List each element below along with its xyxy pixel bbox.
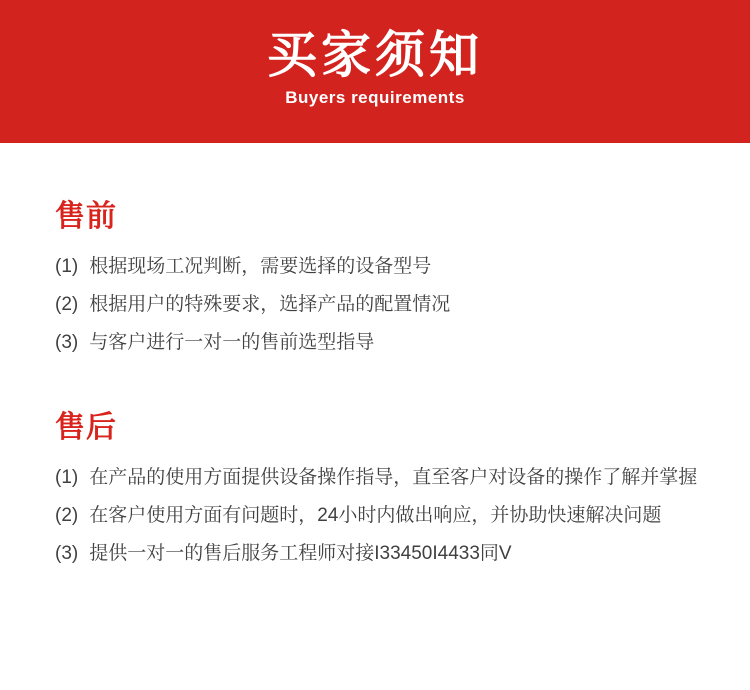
item-text: 在产品的使用方面提供设备操作指导，直至客户对设备的操作了解并掌握 xyxy=(89,467,698,488)
item-text: 与客户进行一对一的售前选型指导 xyxy=(89,332,375,353)
content-area xyxy=(0,143,750,565)
item-text: 提供一对一的售后服务工程师对接I33450I4433同V xyxy=(89,543,512,564)
list-item xyxy=(55,294,720,316)
list-item xyxy=(55,256,720,278)
section-aftersale xyxy=(55,370,720,565)
list-item xyxy=(55,467,720,489)
item-text: 根据用户的特殊要求，选择产品的配置情况 xyxy=(89,294,451,315)
item-text: 在客户使用方面有问题时，24小时内做出响应，并协助快速解决问题 xyxy=(89,505,662,526)
page-title: 买家须知 xyxy=(267,27,483,83)
aftersale-list xyxy=(55,467,720,565)
item-text: 根据现场工况判断，需要选择的设备型号 xyxy=(89,256,432,277)
item-number: (1) xyxy=(55,467,79,488)
list-item xyxy=(55,543,720,565)
aftersale-heading: 售后 xyxy=(55,411,117,444)
item-number: (2) xyxy=(55,294,79,315)
item-number: (2) xyxy=(55,505,79,526)
list-item xyxy=(55,332,720,354)
page-subtitle: Buyers requirements xyxy=(285,88,465,107)
item-number: (3) xyxy=(55,543,79,564)
presale-heading: 售前 xyxy=(55,200,117,233)
list-item xyxy=(55,505,720,527)
header-banner xyxy=(0,0,750,143)
presale-list xyxy=(55,256,720,354)
item-number: (1) xyxy=(55,256,79,277)
item-number: (3) xyxy=(55,332,79,353)
section-presale xyxy=(55,143,720,354)
